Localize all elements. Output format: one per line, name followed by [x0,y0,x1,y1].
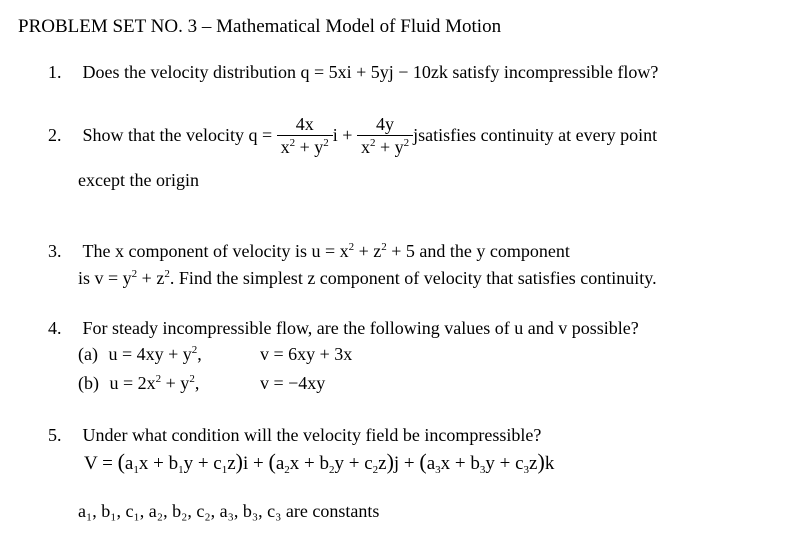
problem-2 [48,113,657,158]
fraction-numerator: 4y [357,113,413,136]
problem-text: Does the velocity distribution [82,62,301,82]
problem-number: 3. [48,241,62,261]
part-label: (a) [78,344,98,364]
fraction-denominator: $x^2 + y^2$ [280,137,329,157]
fraction-numerator: 4x [277,113,333,136]
problem-text-tail: satisfies continuity at every point [418,125,658,145]
problem-text: is [78,268,95,288]
problem-number: 1. [48,62,62,82]
equation-u: $u = 4xy + y^2$, [108,344,202,364]
equation-v: $v = y^2 + z^2$ [94,268,170,288]
problem-4 [48,318,639,339]
problem-3-line2 [78,268,657,289]
equation-velocity-field: $V = (a_1x + b_1y + c_1z)i + (a_2x + b_2y + c_2z)j + (a_3x + b_3y + c_3z)k$ [84,449,555,476]
problem-2-line2: except the origin [78,170,199,190]
problem-text: . Find the simplest z component of velocity that satisfies continuity. [169,268,657,288]
equation-v: v = 6xy + 3x [260,344,353,364]
part-label: (b) [78,373,99,393]
problem-3 [48,241,570,262]
unit-i-plus: i + [332,125,353,145]
equation: q = 5xi + 5yj − 10zk [300,62,448,82]
page-title: PROBLEM SET NO. 3 – Mathematical Model of Fluid Motion [18,16,502,37]
fraction-x [277,113,333,158]
problem-5 [48,425,541,446]
fraction-denominator: $x^2 + y^2$ [360,137,410,157]
problem-4-part-a [78,344,202,365]
fraction-y [357,113,413,158]
equation-v: v = −4xy [260,373,326,393]
equation-lhs: q = [248,125,273,145]
problem-4-part-b [78,373,199,394]
problem-number: 5. [48,425,62,445]
problem-number: 2. [48,125,62,145]
problem-text-tail: satisfy incompressible flow? [447,62,659,82]
problem-text: Under what condition will the velocity field be incompressible? [82,425,542,445]
equation-u: $u = x^2 + z^2 + 5$ [311,241,415,261]
problem-text: For steady incompressible flow, are the following values of u and v possible? [82,318,639,338]
problem-1 [48,62,658,83]
problem-text: Show that the velocity [82,125,249,145]
unit-j: j [413,125,419,145]
problem-number: 4. [48,318,62,338]
constants-note: a₁, b₁, c₁, a₂, b₂, c₂, a₃, b₃, c₃ are constants [78,501,380,521]
equation-u: $u = 2x^2 + y^2$, [109,373,200,393]
problem-text: The x component of velocity is [82,241,312,261]
problem-text: and the y component [414,241,570,261]
